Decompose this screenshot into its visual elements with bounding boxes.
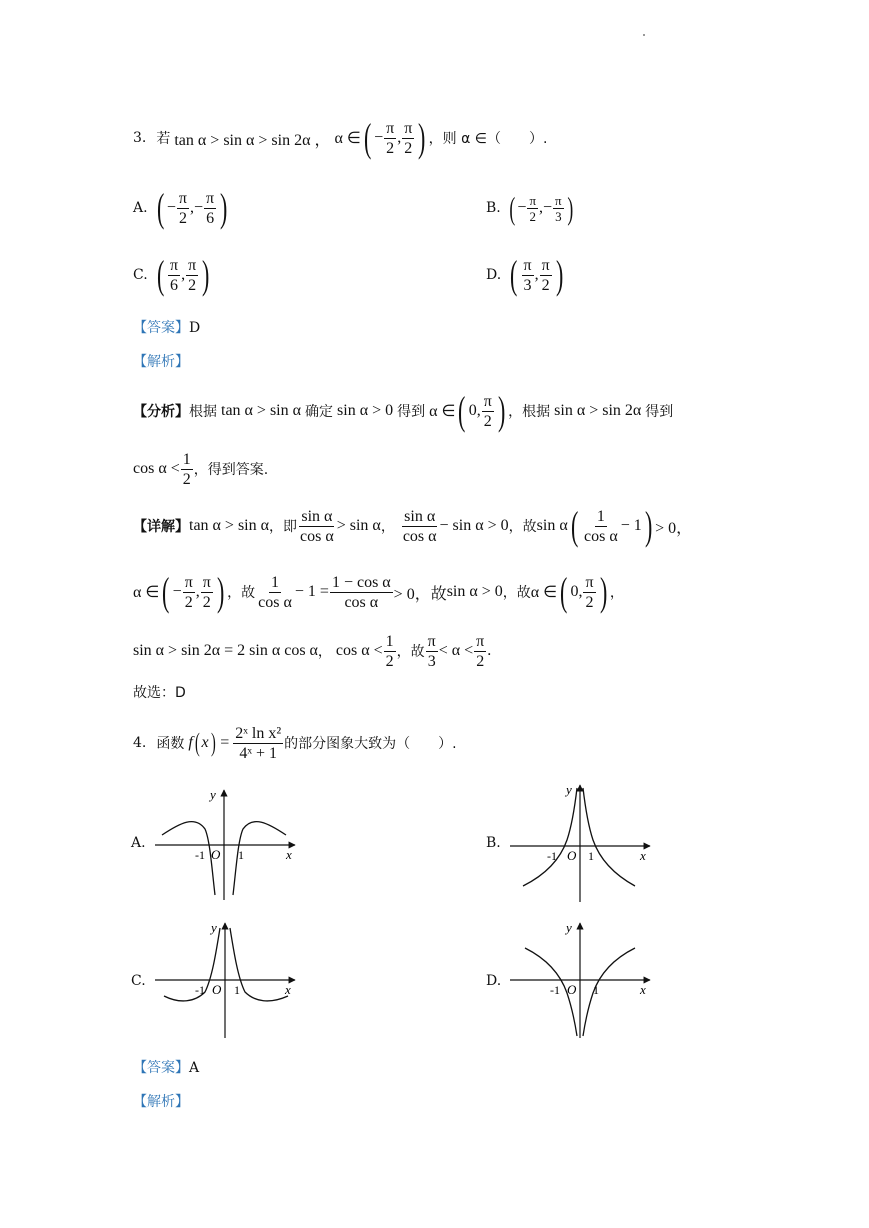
numerator: π <box>427 632 436 650</box>
numerator: π <box>523 256 532 274</box>
fraction <box>186 256 198 295</box>
q3-answer <box>133 317 200 337</box>
numerator: π <box>541 256 550 274</box>
formula: 0, <box>468 402 481 419</box>
answer-value: D <box>189 320 201 336</box>
formula: > 0， <box>655 519 693 537</box>
x-label: x <box>285 982 291 997</box>
graph-label-c: C. <box>131 973 146 989</box>
fraction <box>177 189 189 228</box>
tick-label-pos1: 1 <box>593 983 599 997</box>
paren-right: ) <box>202 252 210 297</box>
denominator: 4ˣ + 1 <box>239 744 278 762</box>
fraction <box>540 256 552 295</box>
numerator: π <box>206 189 215 207</box>
formula: tan α > sin α <box>221 402 302 419</box>
paren-left: ( <box>560 569 568 614</box>
formula: − sin α > 0 <box>439 517 509 534</box>
minus-sign: − <box>172 583 182 600</box>
q3-stem <box>133 114 547 162</box>
denominator: 2 <box>188 276 197 294</box>
denominator: 2 <box>483 412 492 430</box>
numerator: 1 <box>182 450 191 468</box>
paren-right: ) <box>210 728 216 757</box>
tick-label-neg1: -1 <box>550 983 560 997</box>
denominator: 2 <box>541 276 550 294</box>
origin-label: O <box>212 982 222 997</box>
numerator: π <box>178 189 187 207</box>
origin-label: O <box>567 982 577 997</box>
numerator: sin α <box>301 507 333 525</box>
tick-label-neg1: -1 <box>547 849 557 863</box>
q3-option-c <box>133 252 212 298</box>
fraction <box>474 632 486 671</box>
q3-xiangjie-line2 <box>133 568 624 616</box>
q3-number: 3. <box>133 130 147 146</box>
formula: sin α > sin 2α <box>554 402 642 419</box>
paren-left: ( <box>510 252 518 297</box>
tick-label-pos1: 1 <box>588 849 594 863</box>
formula: f <box>188 734 193 751</box>
graph-label-b: B. <box>486 835 501 851</box>
fenxi-tag: 【分析】 <box>133 404 189 420</box>
curve-left <box>523 788 577 886</box>
q3-choose: 故选：D <box>133 685 186 701</box>
curve-right <box>583 948 635 1036</box>
formula: > 0，故 <box>393 585 447 603</box>
fraction <box>384 632 396 671</box>
q3-xiangjie-line3 <box>133 628 491 674</box>
curve-left <box>162 822 215 895</box>
formula: = <box>220 734 230 751</box>
graph-label-d: D. <box>486 973 502 989</box>
fraction <box>298 507 336 546</box>
denominator: cos α <box>258 593 292 611</box>
denominator: 3 <box>555 208 562 224</box>
fraction <box>553 193 564 224</box>
answer-tag: 【答案】 <box>133 1060 189 1076</box>
text: ， <box>317 644 332 660</box>
text: ，根据 <box>508 404 551 420</box>
numerator: π <box>555 192 562 208</box>
text: 确定 <box>305 404 334 420</box>
q3-xiangjie-line1 <box>133 502 692 550</box>
minus-sign: − <box>166 199 176 216</box>
option-label: C. <box>133 267 148 283</box>
q4-answer <box>133 1057 199 1077</box>
paren-right: ) <box>567 190 573 226</box>
comma: , <box>195 583 200 600</box>
fraction <box>181 450 193 489</box>
formula: α ∈ <box>530 584 558 601</box>
text: 根据 <box>189 404 217 420</box>
numerator: 1 <box>596 507 605 525</box>
text: 的部分图象大致为（ ）. <box>284 736 457 752</box>
formula: tan α > sin α <box>189 517 270 534</box>
paren-right: ) <box>599 569 607 614</box>
text: 函数 <box>156 736 185 752</box>
denominator: 2 <box>178 209 187 227</box>
y-label: y <box>566 782 572 797</box>
text: ， <box>609 585 624 601</box>
answer-value: A <box>189 1060 200 1076</box>
graph-d <box>505 918 655 1040</box>
fraction <box>582 507 620 546</box>
denominator: 6 <box>170 276 179 294</box>
numerator: 1 <box>271 573 280 591</box>
fraction <box>201 573 213 612</box>
formula: < α < <box>438 642 474 659</box>
formula: α ∈ <box>133 584 160 601</box>
paren-right: ) <box>418 115 426 160</box>
denominator: cos α <box>344 593 379 611</box>
page-dot <box>643 34 645 36</box>
comma: , <box>181 266 186 283</box>
graph-c <box>150 918 300 1040</box>
text: ，故 <box>508 519 537 535</box>
tick-label-pos1: 1 <box>234 983 240 997</box>
curve-right <box>583 788 635 886</box>
denominator: 2 <box>182 470 191 488</box>
denominator: 2 <box>202 593 211 611</box>
text: ，得到答案. <box>193 462 269 478</box>
formula: − 1 <box>620 517 642 534</box>
tick-label-pos1: 1 <box>238 848 244 862</box>
q3-fenxi-line1 <box>133 387 673 435</box>
formula: x <box>201 734 209 751</box>
text: ，故 <box>396 644 425 660</box>
comma: , <box>397 129 402 146</box>
comma: , <box>534 266 539 283</box>
y-label: y <box>210 787 216 802</box>
separator: ,− <box>190 199 204 216</box>
text: ，即 <box>269 519 298 535</box>
numerator: π <box>386 119 395 137</box>
formula: sin α > 0 <box>337 402 394 419</box>
fraction <box>330 573 393 612</box>
numerator: π <box>404 119 413 137</box>
xiangjie-tag: 【详解】 <box>133 519 189 535</box>
q3-option-d <box>486 252 566 298</box>
separator: ,− <box>539 199 553 216</box>
formula: sin α > 0 <box>446 583 503 600</box>
formula: − 1 = <box>294 583 329 600</box>
numerator: π <box>188 256 197 274</box>
paren-left: ( <box>156 252 165 297</box>
denominator: cos α <box>402 527 437 545</box>
paren-right: ) <box>555 252 564 297</box>
fraction <box>527 193 538 224</box>
paren-left: ( <box>570 503 579 548</box>
option-label: B. <box>486 200 501 216</box>
denominator: 3 <box>427 652 436 670</box>
formula: sin α <box>536 517 568 534</box>
fraction <box>401 507 439 546</box>
denominator: 2 <box>404 139 413 157</box>
q3-analysis-tag: 【解析】 <box>133 354 189 370</box>
x-label: x <box>640 848 646 863</box>
numerator: sin α <box>404 507 436 525</box>
denominator: 2 <box>385 652 394 670</box>
origin-label: O <box>211 847 221 862</box>
fraction <box>183 573 195 612</box>
paren-left: ( <box>509 190 516 226</box>
denominator: 6 <box>206 209 215 227</box>
numerator: 1 <box>385 632 394 650</box>
graph-b <box>505 780 655 905</box>
text: 得到 <box>397 404 426 420</box>
paren-right: ) <box>497 388 506 433</box>
numerator: π <box>483 392 492 410</box>
minus-sign: − <box>517 199 527 216</box>
q3-fenxi-line2 <box>133 446 268 492</box>
fraction <box>204 189 216 228</box>
paren-left: ( <box>194 728 200 757</box>
formula: cos α < <box>335 642 383 659</box>
text: ，故 <box>502 585 531 601</box>
numerator: π <box>184 573 193 591</box>
x-label: x <box>640 982 646 997</box>
option-label: D. <box>486 267 502 283</box>
option-label: A. <box>133 200 148 216</box>
formula: . <box>487 642 492 659</box>
paren-left: ( <box>156 185 164 230</box>
q3-alpha-in: α ∈ <box>334 130 361 147</box>
numerator: 2ˣ ln x² <box>235 724 282 742</box>
paren-right: ) <box>644 503 653 548</box>
fraction <box>233 724 283 763</box>
text: 得到 <box>645 404 674 420</box>
fraction-pi-2 <box>384 119 396 158</box>
answer-tag: 【答案】 <box>133 320 189 336</box>
tick-label-neg1: -1 <box>195 848 205 862</box>
fraction <box>583 573 595 612</box>
fraction <box>426 632 438 671</box>
y-label: y <box>566 920 572 935</box>
denominator: cos α <box>300 527 334 545</box>
paren-right: ) <box>216 569 225 614</box>
paren-left: ( <box>363 115 372 160</box>
graph-a <box>150 785 300 905</box>
q3-option-a <box>133 185 230 231</box>
denominator: 2 <box>184 593 193 611</box>
q3-ze: ，则 α ∈（ ）. <box>428 131 548 147</box>
numerator: 1 − cos α <box>331 573 391 591</box>
fraction <box>256 573 294 612</box>
denominator: 3 <box>523 276 532 294</box>
paren-left: ( <box>162 569 170 614</box>
formula: α ∈ <box>429 403 456 420</box>
text: ， <box>380 519 395 535</box>
tick-label-neg1: -1 <box>195 983 205 997</box>
formula: sin α > sin 2α = 2 sin α cos α <box>133 642 318 659</box>
minus-sign: − <box>374 129 384 146</box>
denominator: 2 <box>529 208 536 224</box>
q3-ruo: 若 <box>156 131 171 147</box>
denominator: 2 <box>386 139 395 157</box>
fraction-pi-2 <box>402 119 414 158</box>
denominator: 2 <box>476 652 485 670</box>
q4-number: 4. <box>133 735 147 751</box>
numerator: π <box>585 573 594 591</box>
formula: cos α < <box>133 460 180 477</box>
paren-right: ) <box>220 185 228 230</box>
q4-analysis-tag: 【解析】 <box>133 1094 189 1110</box>
q3-option-b <box>486 185 575 231</box>
fraction <box>168 256 180 295</box>
denominator: 2 <box>585 593 594 611</box>
numerator: π <box>476 632 485 650</box>
denominator: cos α <box>584 527 618 545</box>
numerator: π <box>529 192 537 208</box>
formula: > sin α <box>336 517 381 534</box>
fraction <box>522 256 534 295</box>
q3-condition: tan α > sin α > sin 2α ， <box>174 131 331 149</box>
q4-stem <box>133 718 457 768</box>
paren-left: ( <box>458 388 466 433</box>
graph-label-a: A. <box>131 835 146 851</box>
x-label: x <box>286 847 292 862</box>
fraction <box>482 392 494 431</box>
y-label: y <box>211 920 217 935</box>
origin-label: O <box>567 848 577 863</box>
text: ，故 <box>227 585 256 601</box>
numerator: π <box>170 256 179 274</box>
numerator: π <box>202 573 211 591</box>
formula: 0, <box>570 583 583 600</box>
